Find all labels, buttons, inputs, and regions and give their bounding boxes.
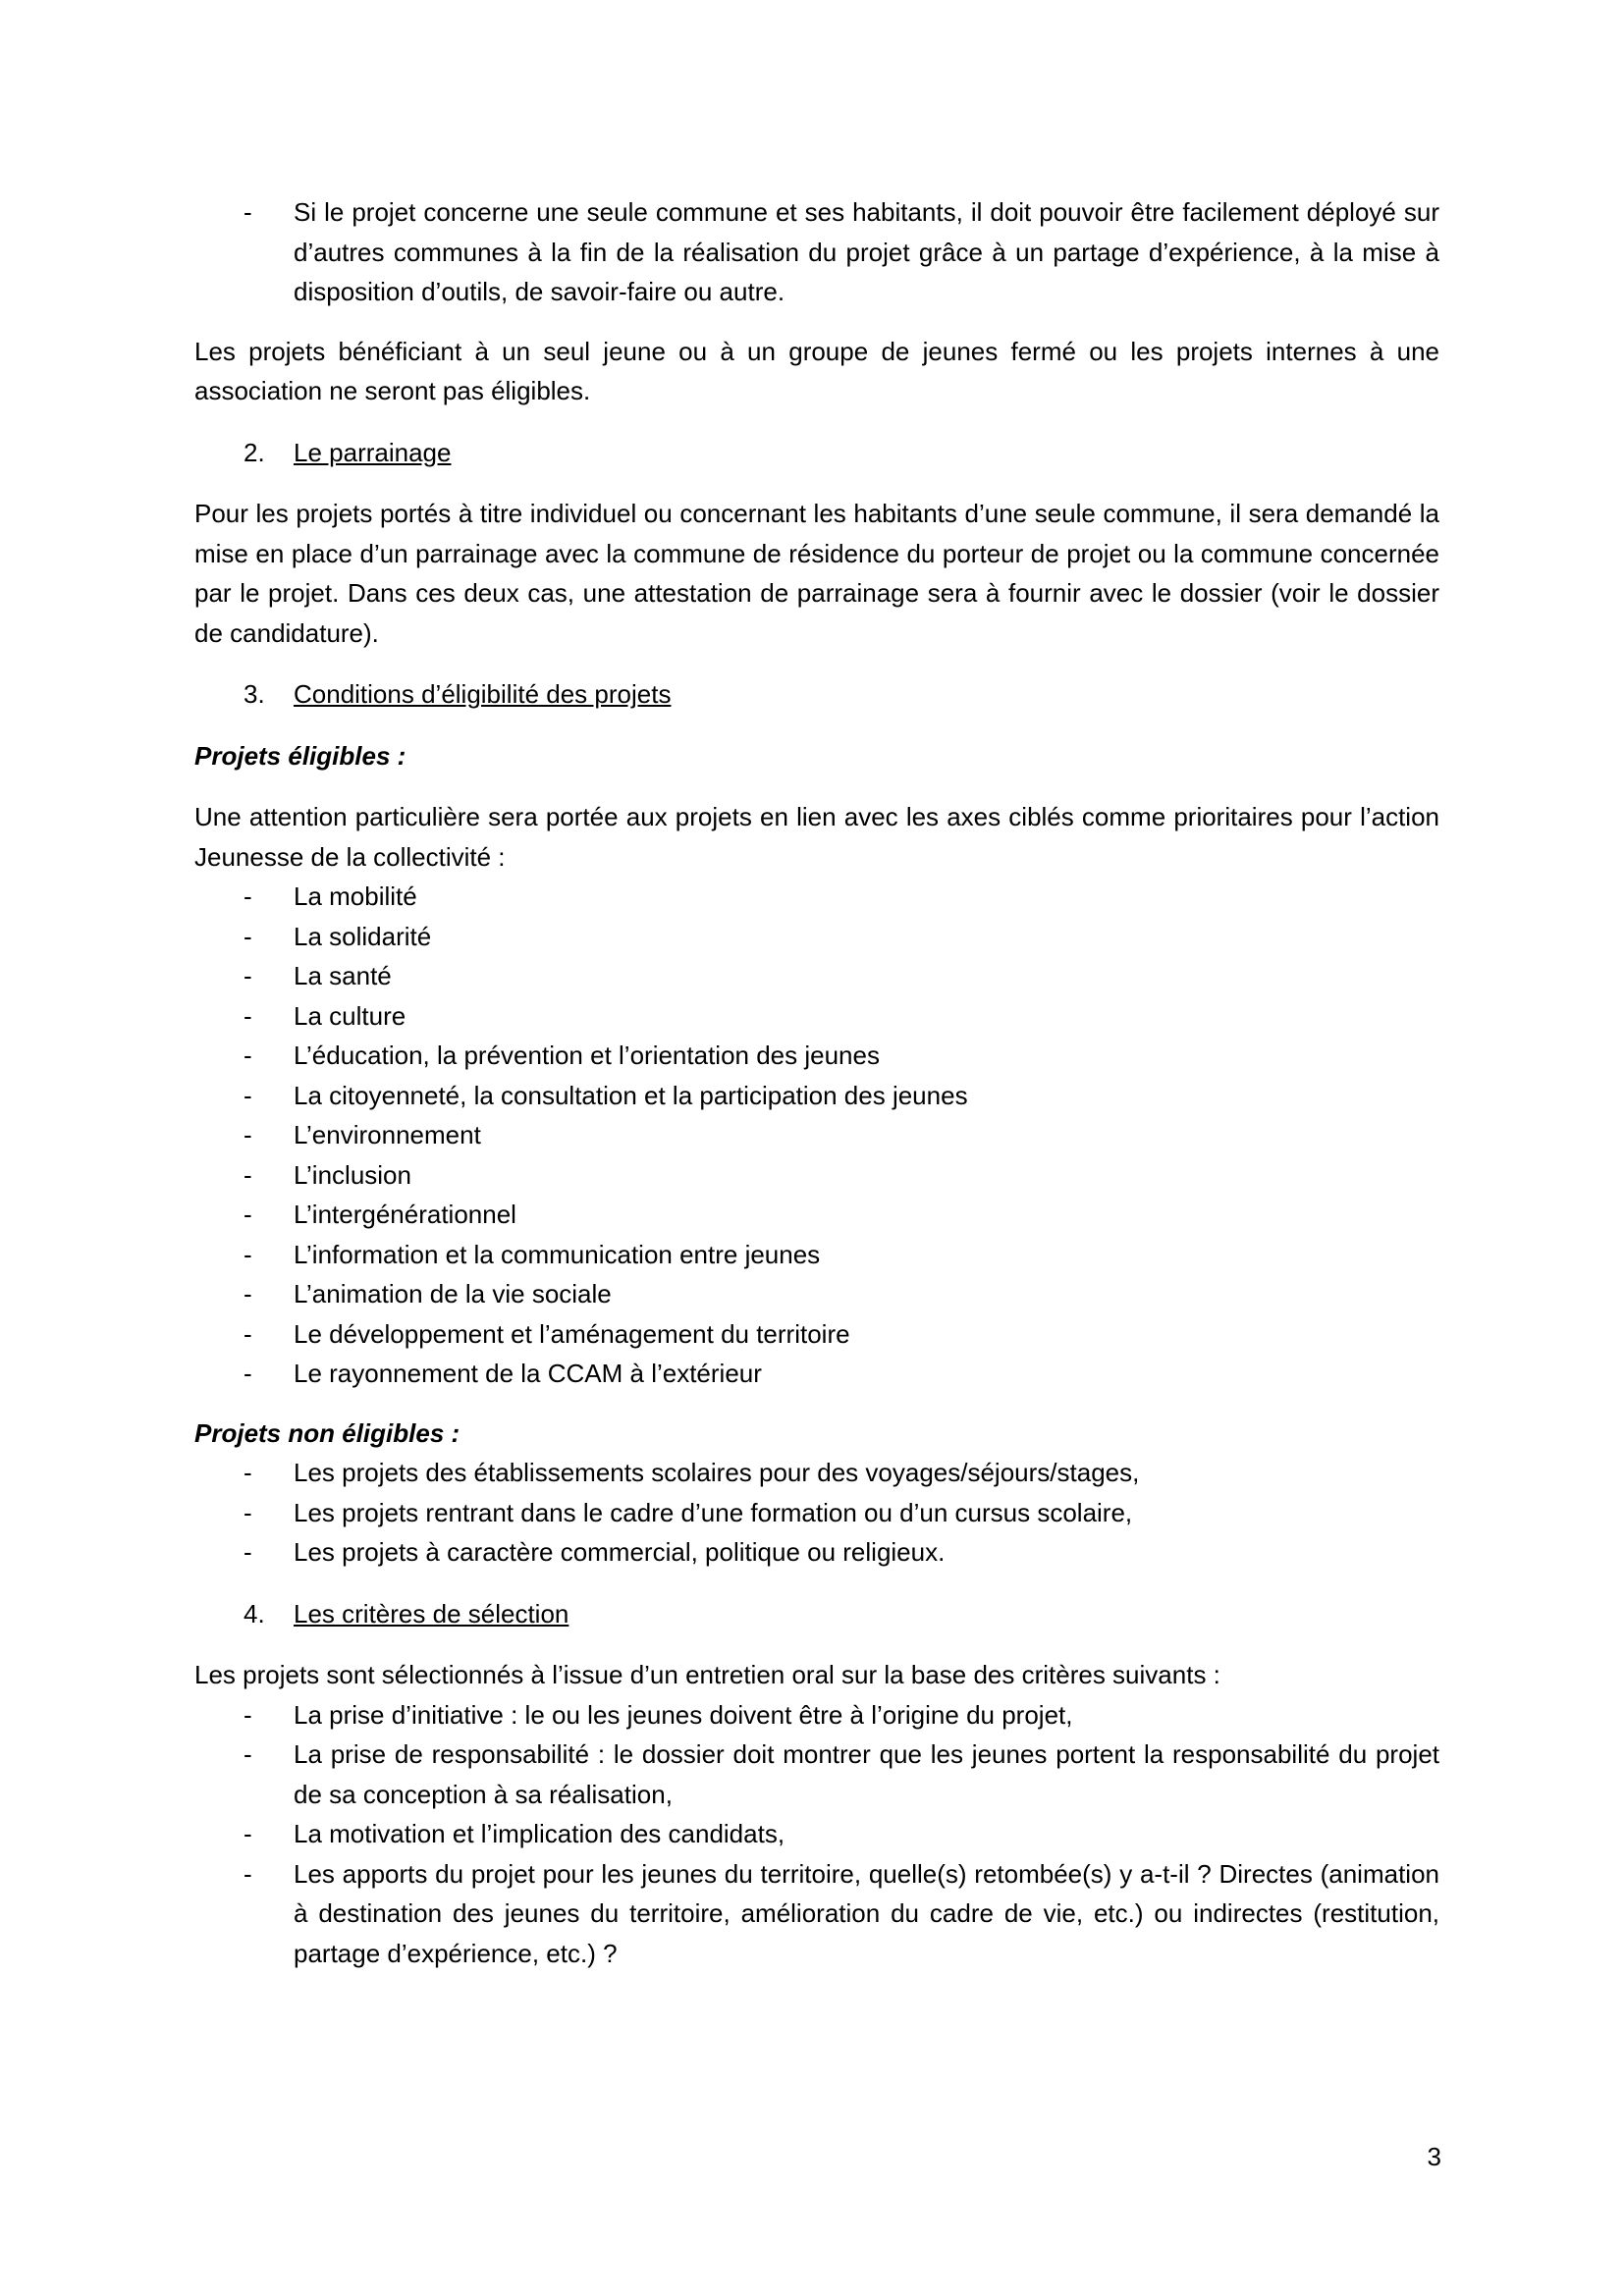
list-item: - La citoyenneté, la consultation et la participation des jeunes xyxy=(194,1076,1439,1116)
section-heading-criteres xyxy=(194,1594,1439,1634)
section-number: 2. xyxy=(244,437,265,467)
list-item: - L’inclusion xyxy=(194,1155,1439,1196)
section-title: Le parrainage xyxy=(294,437,452,467)
section-number: 4. xyxy=(244,1598,265,1629)
page-number: 3 xyxy=(1427,2142,1441,2171)
noneligible-list xyxy=(194,1453,1439,1573)
list-item: - L’environnement xyxy=(194,1115,1439,1155)
list-item: - L’intergénérationnel xyxy=(194,1195,1439,1235)
list-item: - La solidarité xyxy=(194,917,1439,957)
list-item: - Le développement et l’aménagement du territoire xyxy=(194,1314,1439,1355)
list-item: - Les projets des établissements scolaires pour des voyages/séjours/stages, xyxy=(194,1453,1439,1493)
noneligible-heading: Projets non éligibles : xyxy=(194,1417,460,1448)
list-item: - L’animation de la vie sociale xyxy=(194,1274,1439,1314)
intro-bullet-list xyxy=(194,192,1439,312)
section-title: Les critères de sélection xyxy=(294,1598,569,1629)
document-page xyxy=(194,192,1439,1973)
intro-paragraph: Les projets bénéficiant à un seul jeune ou à un groupe de jeunes fermé ou les projets internes à une association ne seront pas éligibles. xyxy=(194,336,1439,405)
list-item: - La prise de responsabilité : le dossier doit montrer que les jeunes portent la responsabilité du projet de sa conception à sa réalisation, xyxy=(194,1735,1439,1814)
list-item: - Les projets à caractère commercial, politique ou religieux. xyxy=(194,1532,1439,1573)
criteria-list xyxy=(194,1695,1439,1974)
section-heading-parrainage xyxy=(194,433,1439,473)
list-item: - La mobilité xyxy=(194,877,1439,917)
list-item: - La prise d’initiative : le ou les jeunes doivent être à l’origine du projet, xyxy=(194,1695,1439,1735)
section-number: 3. xyxy=(244,679,265,709)
parrainage-paragraph: Pour les projets portés à titre individuel ou concernant les habitants d’une seule commune, il sera demandé la mise en place d’un parrainage avec la commune de résidence du porteur de projet ou la commune concernée par le projet. Dans ces deux cas, une attestation de parrainage sera à fournir avec le dossier (voir le dossier de candidature). xyxy=(194,499,1439,648)
list-item: - La santé xyxy=(194,956,1439,996)
list-item: - La culture xyxy=(194,996,1439,1037)
list-item: - Les apports du projet pour les jeunes du territoire, quelle(s) retombée(s) y a-t-il ? Directes (animation à destination des jeunes du territoire, amélioration du cadre de vie, etc.) ou indirectes (restitution, partage d’expérience, etc.) ? xyxy=(194,1854,1439,1974)
criteria-intro: Les projets sont sélectionnés à l’issue d’un entretien oral sur la base des critères suivants : xyxy=(194,1660,1220,1689)
list-item: - La motivation et l’implication des candidats, xyxy=(194,1814,1439,1854)
eligible-heading: Projets éligibles : xyxy=(194,740,406,771)
eligible-list xyxy=(194,877,1439,1394)
eligible-intro: Une attention particulière sera portée aux projets en lien avec les axes ciblés comme prioritaires pour l’action Jeunesse de la collectivité : xyxy=(194,802,1439,872)
section-heading-eligibilite xyxy=(194,674,1439,715)
list-item: - Si le projet concerne une seule commune et ses habitants, il doit pouvoir être facilement déployé sur d’autres communes à la fin de la réalisation du projet grâce à un partage d’expérience, à la mise à disposition d’outils, de savoir-faire ou autre. xyxy=(194,192,1439,312)
list-item: - Le rayonnement de la CCAM à l’extérieur xyxy=(194,1354,1439,1394)
section-title: Conditions d’éligibilité des projets xyxy=(294,679,672,709)
list-item: - Les projets rentrant dans le cadre d’une formation ou d’un cursus scolaire, xyxy=(194,1493,1439,1533)
list-item: - L’information et la communication entre jeunes xyxy=(194,1235,1439,1275)
list-item: - L’éducation, la prévention et l’orientation des jeunes xyxy=(194,1036,1439,1076)
